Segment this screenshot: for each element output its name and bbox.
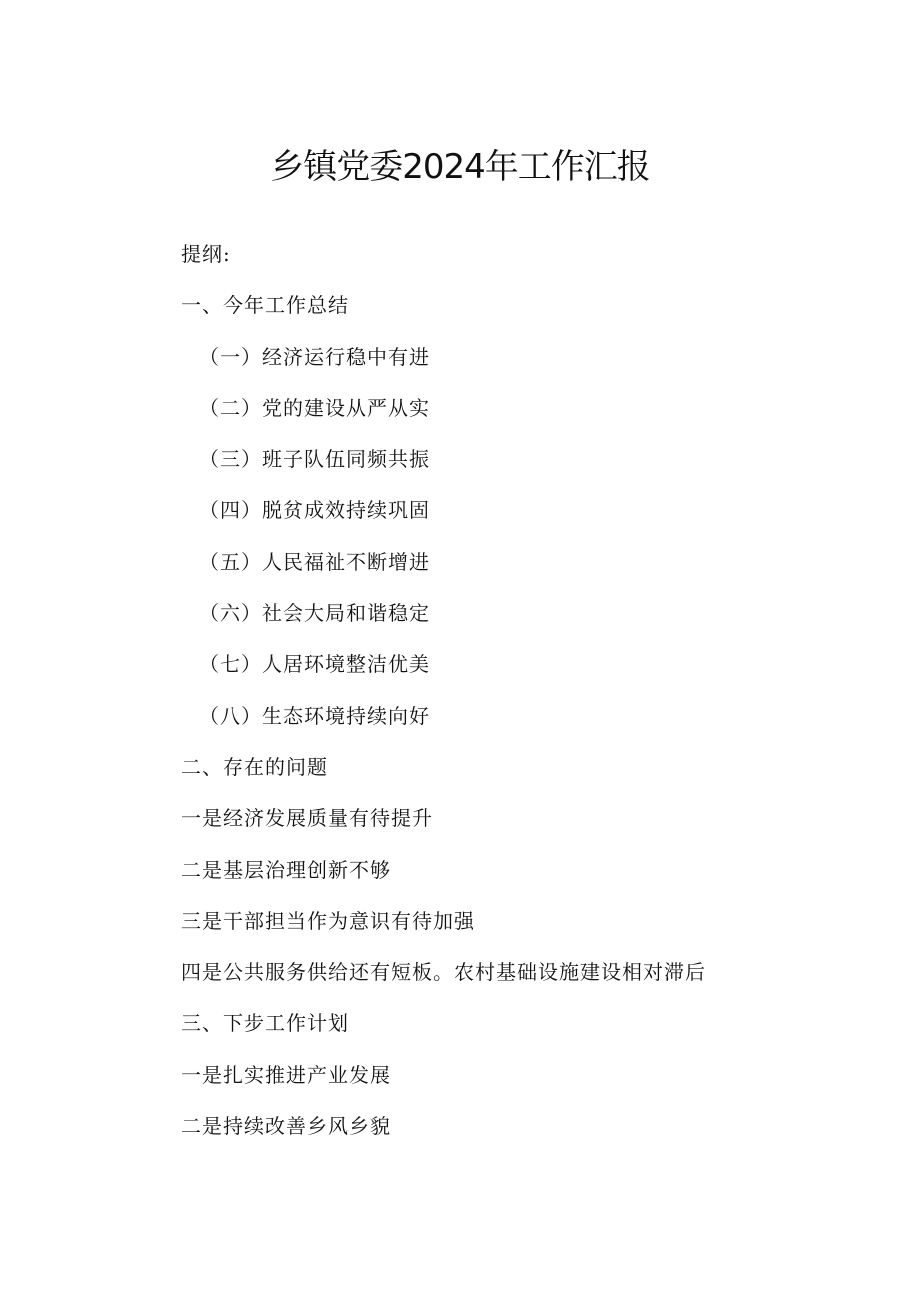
document-title: 乡镇党委2024年工作汇报	[270, 147, 650, 187]
summary-item: （八）生态环境持续向好	[199, 703, 430, 728]
summary-item: （二）党的建设从严从实	[199, 395, 430, 420]
problem-item: 四是公共服务供给还有短板。农村基础设施建设相对滞后	[181, 960, 706, 985]
problem-item: 二是基层治理创新不够	[181, 857, 391, 882]
plan-item: 一是扎实推进产业发展	[181, 1062, 391, 1087]
problem-item: 一是经济发展质量有待提升	[181, 806, 433, 831]
plan-item: 二是持续改善乡风乡貌	[181, 1114, 391, 1139]
summary-item: （一）经济运行稳中有进	[199, 344, 430, 369]
section-heading-problems: 二、存在的问题	[181, 754, 328, 779]
summary-item: （七）人居环境整洁优美	[199, 652, 430, 677]
section-heading-plan: 三、下步工作计划	[181, 1011, 349, 1036]
section-heading-summary: 一、今年工作总结	[181, 293, 349, 318]
outline	[181, 240, 781, 1163]
summary-item: （五）人民福祉不断增进	[199, 549, 430, 574]
summary-item: （四）脱贫成效持续巩固	[199, 498, 430, 523]
problem-item: 三是干部担当作为意识有待加强	[181, 908, 475, 933]
outline-label: 提纲:	[181, 242, 231, 266]
summary-item: （三）班子队伍同频共振	[199, 447, 430, 472]
summary-item: （六）社会大局和谐稳定	[199, 601, 430, 626]
